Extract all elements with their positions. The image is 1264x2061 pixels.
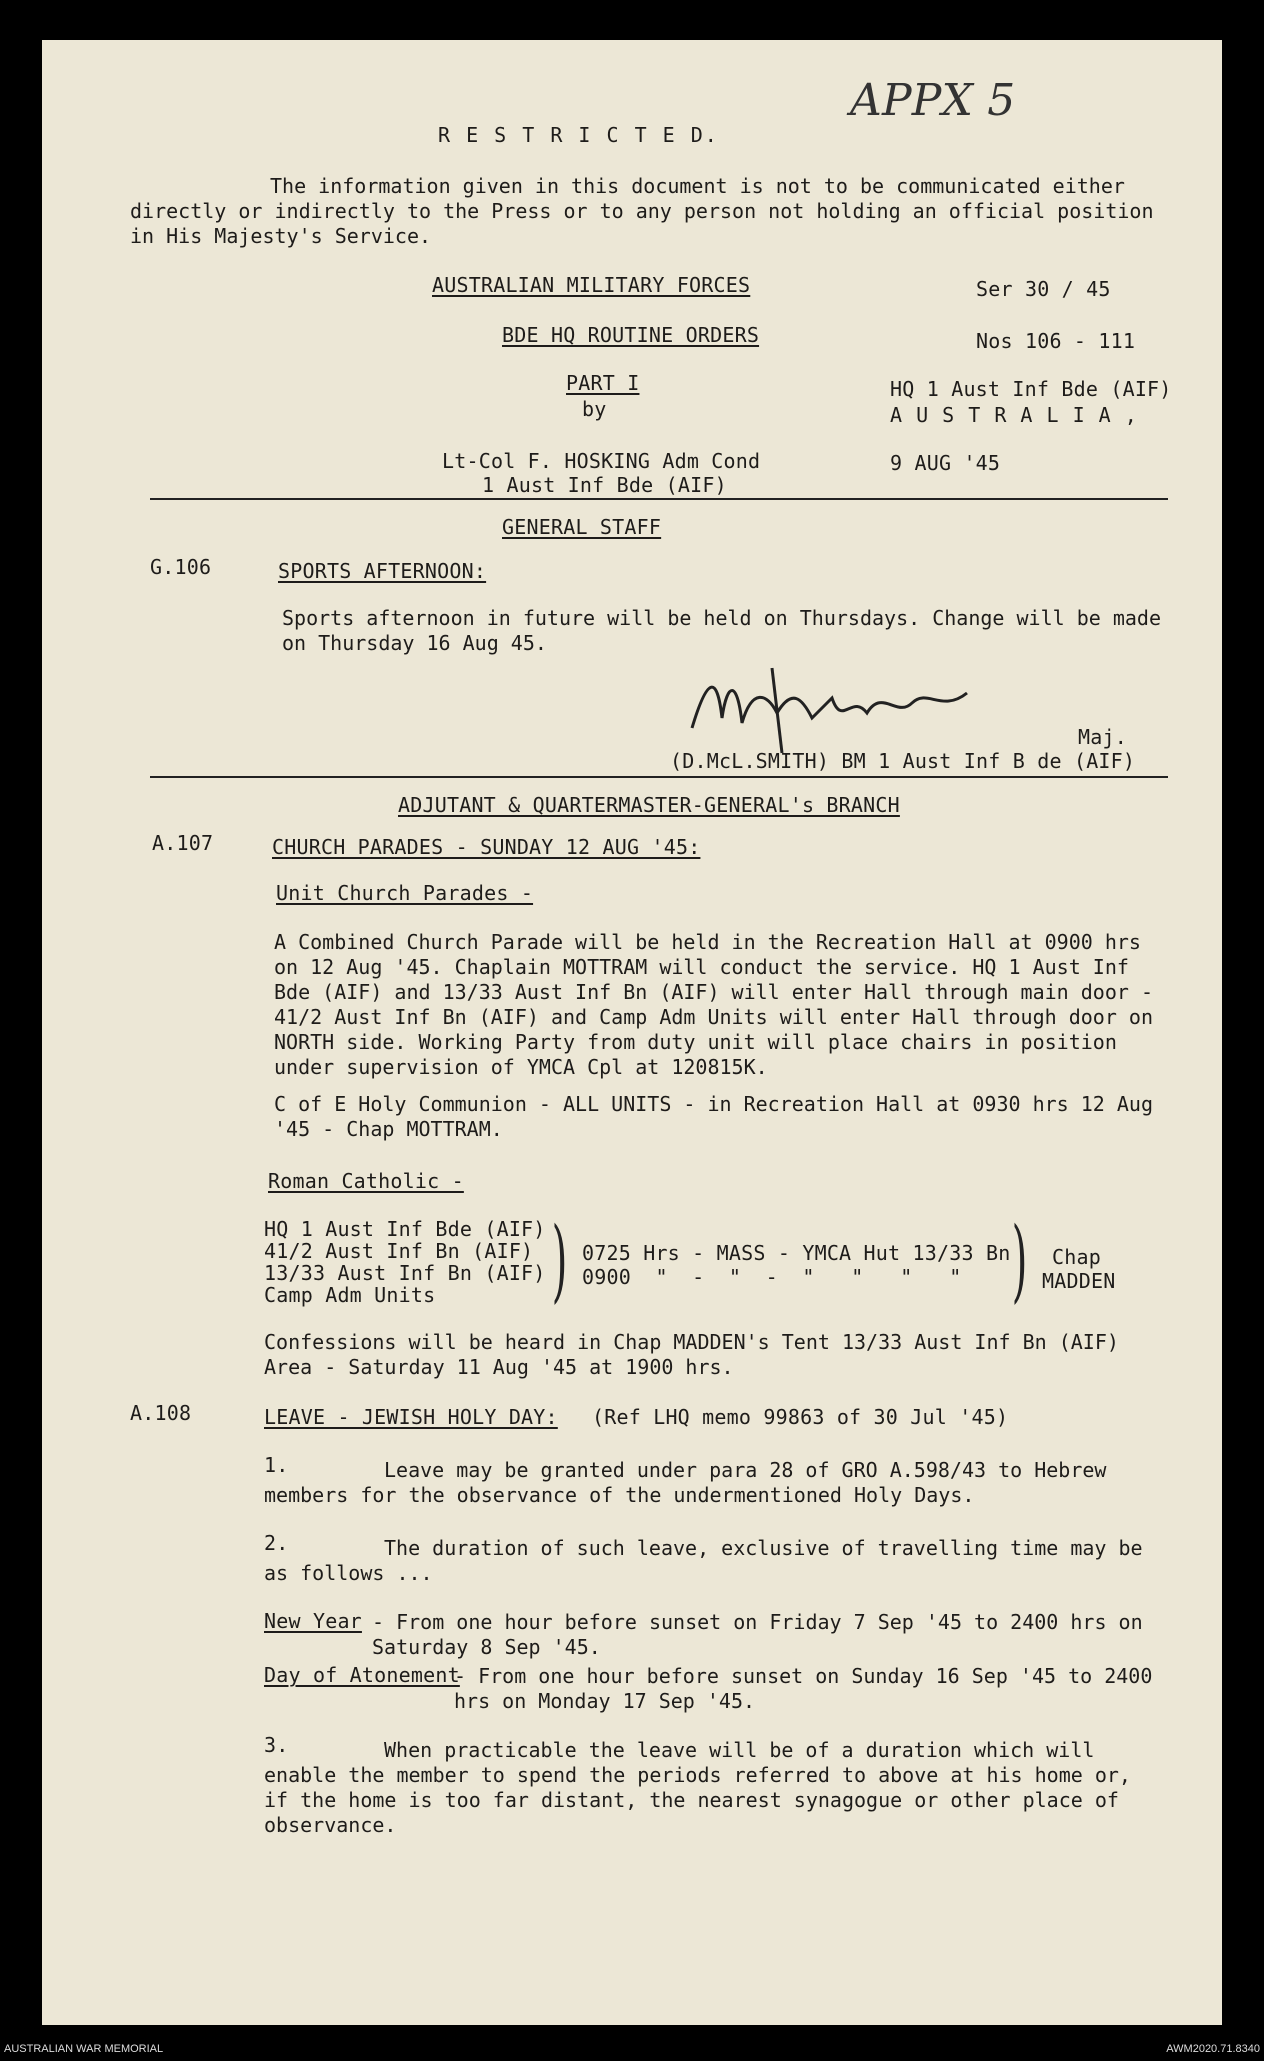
brace-right: )	[1011, 1208, 1028, 1313]
country: A U S T R A L I A ,	[890, 403, 1138, 427]
rc-time: 0900 " - " - " " " "	[582, 1265, 962, 1289]
item-number-a108: A.108	[130, 1401, 192, 1425]
security-notice: The information given in this document is not to be communicated either directly or indirectly to the Press or to any person not holding an official position in His Majesty's Service.	[130, 174, 1154, 248]
unit-church-parades-body: A Combined Church Parade will be held in the Recreation Hall at 0900 hrs on 12 Aug '45. Chaplain MOTTRAM will conduct the service. HQ 1 Aust Inf Bde (AIF) and 13/33 Aust Inf Bn (AIF) will enter Hall through main door - 41/2 Aust Inf Bn (AIF) and Camp Adm Units will enter Hall through door on NORTH side. Working Party from duty unit will place chairs in position under supervision of YMCA Cpl at 120815K.	[274, 930, 1153, 1079]
section-divider	[150, 776, 1168, 778]
issuing-officer: Lt-Col F. HOSKING Adm Cond	[442, 449, 761, 473]
rc-time: 0725 Hrs - MASS - YMCA Hut 13/33 Bn	[582, 1241, 1011, 1265]
item-number-a107: A.107	[152, 831, 214, 855]
jewish-holy-day-ref: (Ref LHQ memo 99863 of 30 Jul '45)	[592, 1405, 1009, 1429]
signature	[682, 658, 982, 758]
aqmg-heading: ADJUTANT & QUARTERMASTER-GENERAL's BRANCH	[398, 793, 900, 817]
sports-afternoon-body: Sports afternoon in future will be held on Thursdays. Change will be made on Thursday 16 Aug 45.	[282, 606, 1161, 655]
signature-block: (D.McL.SMITH) BM 1 Aust Inf B de (AIF)	[670, 749, 1136, 773]
issuing-unit: 1 Aust Inf Bde (AIF)	[482, 473, 727, 497]
forces-title: AUSTRALIAN MILITARY FORCES	[432, 273, 751, 297]
signature-rank: Maj.	[1078, 725, 1127, 749]
order-numbers: Nos 106 - 111	[976, 329, 1136, 353]
para-number: 1.	[264, 1453, 289, 1477]
handwritten-annotation: APPX 5	[850, 75, 1016, 126]
hq-name: HQ 1 Aust Inf Bde (AIF)	[890, 377, 1172, 401]
atonement-details: - From one hour before sunset on Sunday 16 Sep '45 to 2400 hrs on Monday 17 Sep '45.	[454, 1664, 1153, 1713]
para-number: 2.	[264, 1531, 289, 1555]
unit-church-parades-heading: Unit Church Parades -	[276, 881, 534, 905]
para-number: 3.	[264, 1733, 289, 1757]
header-divider	[150, 498, 1168, 500]
classification-marking: R E S T R I C T E D.	[438, 123, 719, 147]
order-date: 9 AUG '45	[890, 451, 1001, 475]
rc-chaplain: MADDEN	[1042, 1269, 1116, 1293]
part-title: PART I	[566, 371, 640, 395]
new-year-label: New Year	[264, 1609, 362, 1633]
by-text: by	[582, 397, 607, 421]
item-number-g106: G.106	[150, 555, 212, 579]
coe-communion: C of E Holy Communion - ALL UNITS - in Recreation Hall at 0930 hrs 12 Aug '45 - Chap MOTTRAM.	[274, 1092, 1153, 1141]
footer-credit: AUSTRALIAN WAR MEMORIAL	[4, 2043, 164, 2055]
rc-chaplain: Chap	[1052, 1245, 1101, 1269]
document-page	[42, 40, 1222, 2025]
rc-unit: HQ 1 Aust Inf Bde (AIF)	[264, 1217, 546, 1241]
church-parades-title: CHURCH PARADES - SUNDAY 12 AUG '45:	[272, 835, 701, 859]
rc-unit: 13/33 Aust Inf Bn (AIF)	[264, 1261, 546, 1285]
roman-catholic-heading: Roman Catholic -	[268, 1169, 464, 1193]
jewish-holy-day-title: LEAVE - JEWISH HOLY DAY:	[264, 1405, 558, 1429]
rc-unit: 41/2 Aust Inf Bn (AIF)	[264, 1239, 534, 1263]
confessions: Confessions will be heard in Chap MADDEN's Tent 13/33 Aust Inf Bn (AIF) Area - Saturday 11 Aug '45 at 1900 hrs.	[264, 1330, 1119, 1379]
footer-accession: AWM2020.71.8340	[1166, 2043, 1260, 2055]
rc-unit: Camp Adm Units	[264, 1283, 436, 1307]
para-1: Leave may be granted under para 28 of GRO A.598/43 to Hebrew members for the observance of the undermentioned Holy Days.	[264, 1458, 1107, 1507]
para-3: When practicable the leave will be of a duration which will enable the member to spend the periods referred to above at his home or, if the home is too far distant, the nearest synagogue or other place of observance.	[264, 1738, 1131, 1837]
general-staff-heading: GENERAL STAFF	[502, 515, 662, 539]
para-2: The duration of such leave, exclusive of travelling time may be as follows ...	[264, 1536, 1143, 1585]
atonement-label: Day of Atonement	[264, 1663, 460, 1687]
sports-afternoon-title: SPORTS AFTERNOON:	[278, 559, 487, 583]
orders-title: BDE HQ ROUTINE ORDERS	[502, 323, 760, 347]
brace-right: )	[551, 1208, 568, 1313]
new-year-details: - From one hour before sunset on Friday 7 Sep '45 to 2400 hrs on Saturday 8 Sep '45.	[372, 1610, 1143, 1659]
serial-number: Ser 30 / 45	[976, 277, 1111, 301]
